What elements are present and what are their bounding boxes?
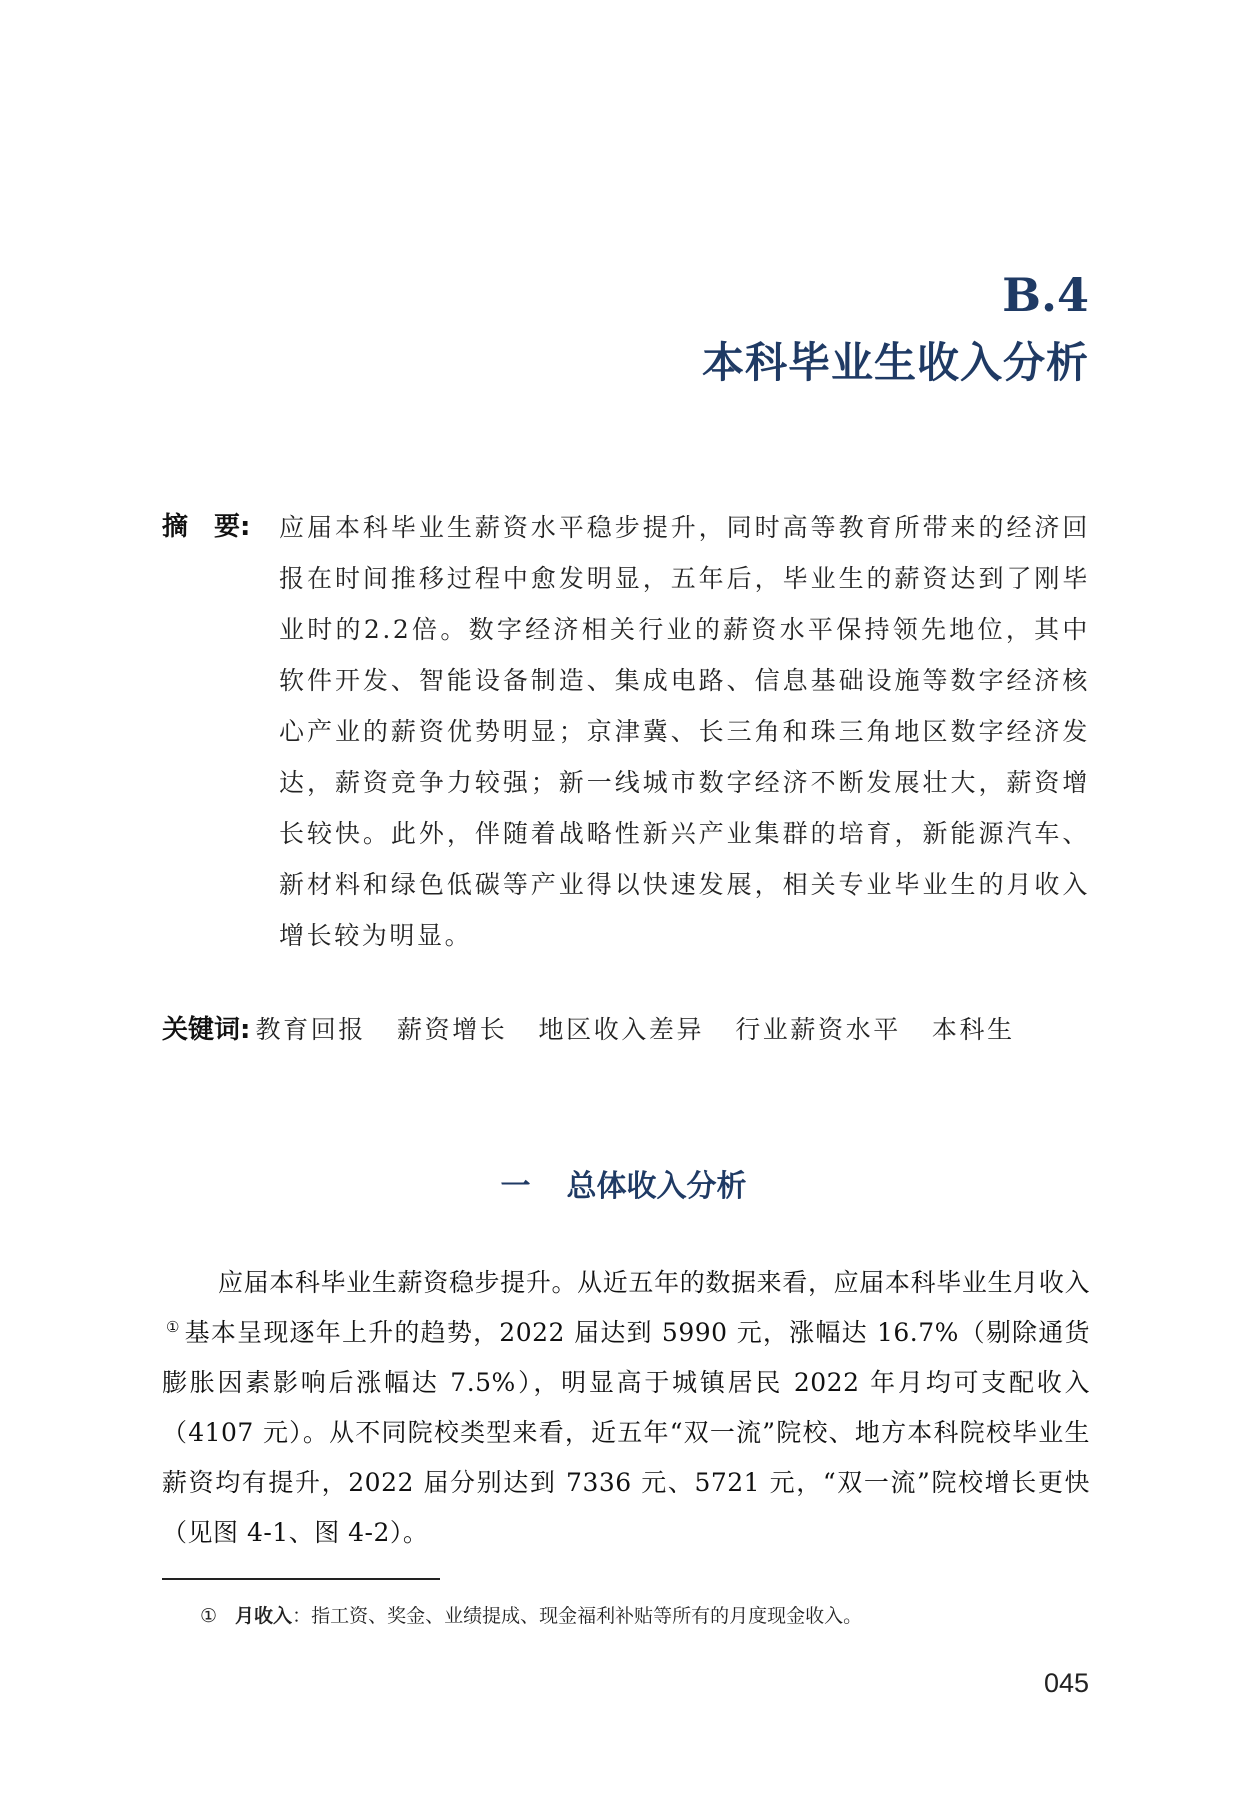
footnote-mark: ① [200,1605,218,1627]
footnote-text: ：指工资、奖金、业绩提成、现金福利补贴等所有的月度现金收入。 [292,1605,863,1627]
body-text-part1: 应届本科毕业生薪资稳步提升。从近五年的数据来看，应届本科毕业生月收入 [218,1268,1090,1297]
footnote-term: 月收入 [235,1605,293,1627]
keyword: 教育回报 [255,1015,366,1044]
section-number: 一 [500,1169,531,1204]
abstract-label: 摘 要: [162,512,251,542]
body-paragraph [162,1258,1090,1558]
footnote-reference[interactable]: ① [166,1317,181,1336]
footnote [200,1600,862,1632]
keyword: 薪资增长 [397,1015,508,1044]
keywords [162,1004,1102,1058]
abstract-text: 应届本科毕业生薪资水平稳步提升，同时高等教育所带来的经济回报在时间推移过程中愈发明显，五年后，毕业生的薪资达到了刚毕业时的2.2倍。数字经济相关行业的薪资水平保持领先地位，其中软件开发、智能设备制造、集成电路、信息基础设施等数字经济核心产业的薪资优势明显；京津冀、长三角和珠三角地区数字经济发达，薪资竞争力较强；新一线城市数字经济不断发展壮大，薪资增长较快。此外，伴随着战略性新兴产业集群的培育，新能源汽车、新材料和绿色低碳等产业得以快速发展，相关专业毕业生的月收入增长较为明显。 [279,513,1090,950]
body-text-part2: 基本呈现逐年上升的趋势，2022 届达到 5990 元，涨幅达 16.7%（剔除通货膨胀因素影响后涨幅达 7.5%），明显高于城镇居民 2022 年月均可支配收入（4107 元）。从不同院校类型来看，近五年“双一流”院校、地方本科院校毕业生薪资均有提升，2022 届分别达到 7336 元、5721 元，“双一流”院校增长更快（见图 4-1、图 4-2）。 [162,1318,1090,1547]
keywords-label: 关键词: [162,1015,251,1045]
keyword: 行业薪资水平 [735,1015,901,1044]
chapter-title: 本科毕业生收入分析 [701,338,1089,387]
keyword: 本科生 [931,1015,1015,1044]
keyword: 地区收入差异 [538,1015,705,1044]
chapter-number: B.4 [1002,268,1089,322]
footnote-divider [162,1578,440,1580]
section-title: 总体收入分析 [566,1169,747,1204]
page-number: 045 [1043,1668,1089,1698]
section-heading [0,1162,1247,1212]
